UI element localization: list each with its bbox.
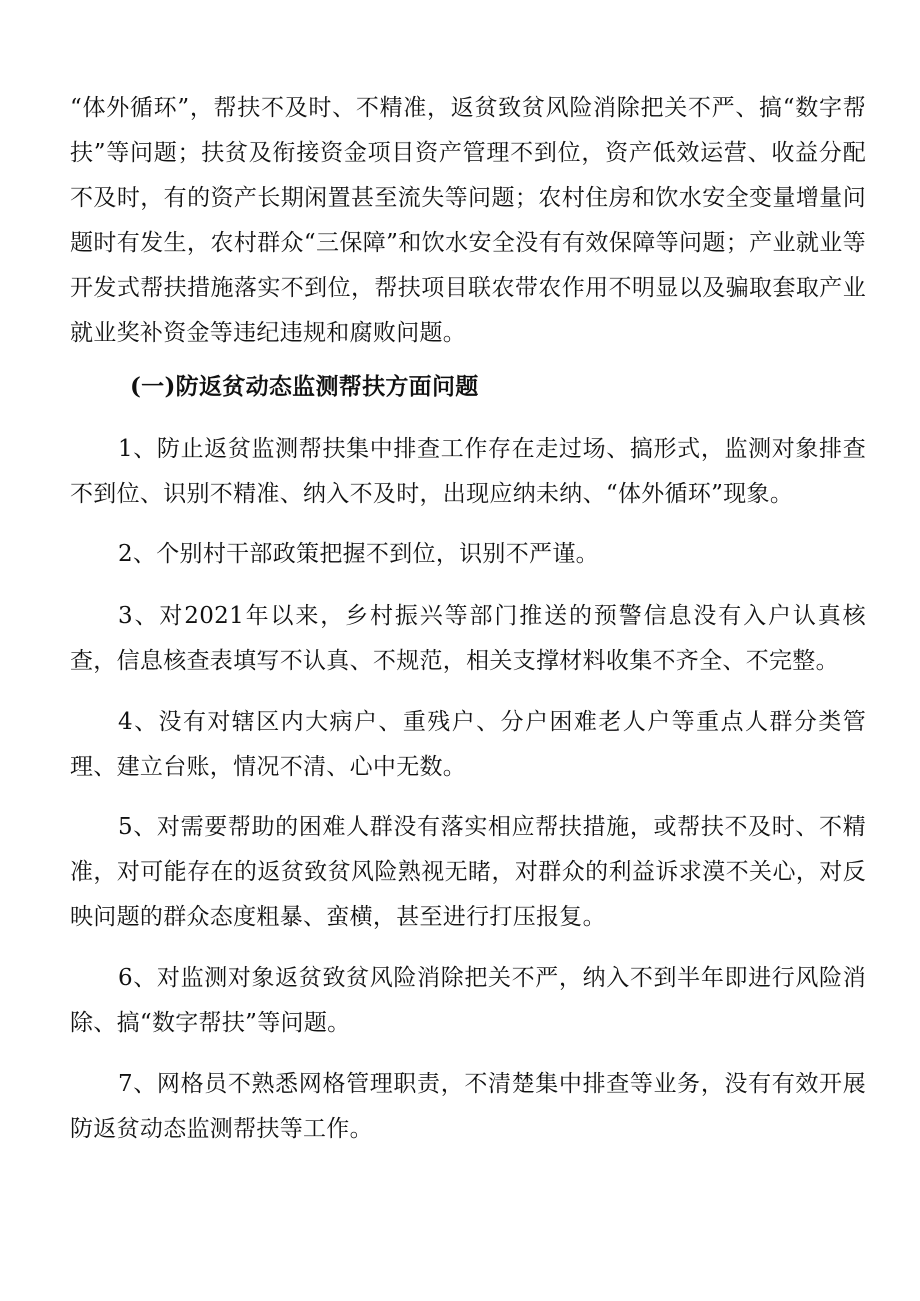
intro-paragraph: “体外循环”，帮扶不及时、不精准，返贫致贫风险消除把关不严、搞“数字帮扶”等问题；扶贫及衔接资金项目资产管理不到位，资产低效运营、收益分配不及时，有的资产长期闲置甚至流失等问题；农村住房和饮水安全变量增量问题时有发生，农村群众“三保障”和饮水安全没有有效保障等问题；产业就业等开发式帮扶措施落实不到位，帮扶项目联农带农作用不明显以及骗取套取产业就业奖补资金等违纪违规和腐败问题。 bbox=[70, 95, 866, 346]
list-item: 1、防止返贫监测帮扶集中排查工作存在走过场、搞形式，监测对象排查不到位、识别不精准、纳入不及时，出现应纳未纳、“体外循环”现象。 bbox=[70, 436, 866, 507]
list-item: 2、个别村干部政策把握不到位，识别不严谨。 bbox=[118, 541, 599, 567]
list-item: 3、对2021年以来，乡村振兴等部门推送的预警信息没有入户认真核查，信息核查表填写不认真、不规范，相关支撑材料收集不齐全、不完整。 bbox=[70, 603, 866, 674]
list-item: 6、对监测对象返贫致贫风险消除把关不严，纳入不到半年即进行风险消除、搞“数字帮扶”等问题。 bbox=[70, 965, 866, 1036]
list-item: 7、网格员不熟悉网格管理职责，不清楚集中排查等业务，没有有效开展防返贫动态监测帮扶等工作。 bbox=[70, 1071, 866, 1142]
list-item: 5、对需要帮助的困难人群没有落实相应帮扶措施，或帮扶不及时、不精准，对可能存在的返贫致贫风险熟视无睹，对群众的利益诉求漠不关心，对反映问题的群众态度粗暴、蛮横，甚至进行打压报复。 bbox=[70, 814, 866, 930]
section-heading: (一)防返贫动态监测帮扶方面问题 bbox=[130, 373, 479, 400]
list-item: 4、没有对辖区内大病户、重残户、分户困难老人户等重点人群分类管理、建立台账，情况不清、心中无数。 bbox=[70, 709, 866, 780]
